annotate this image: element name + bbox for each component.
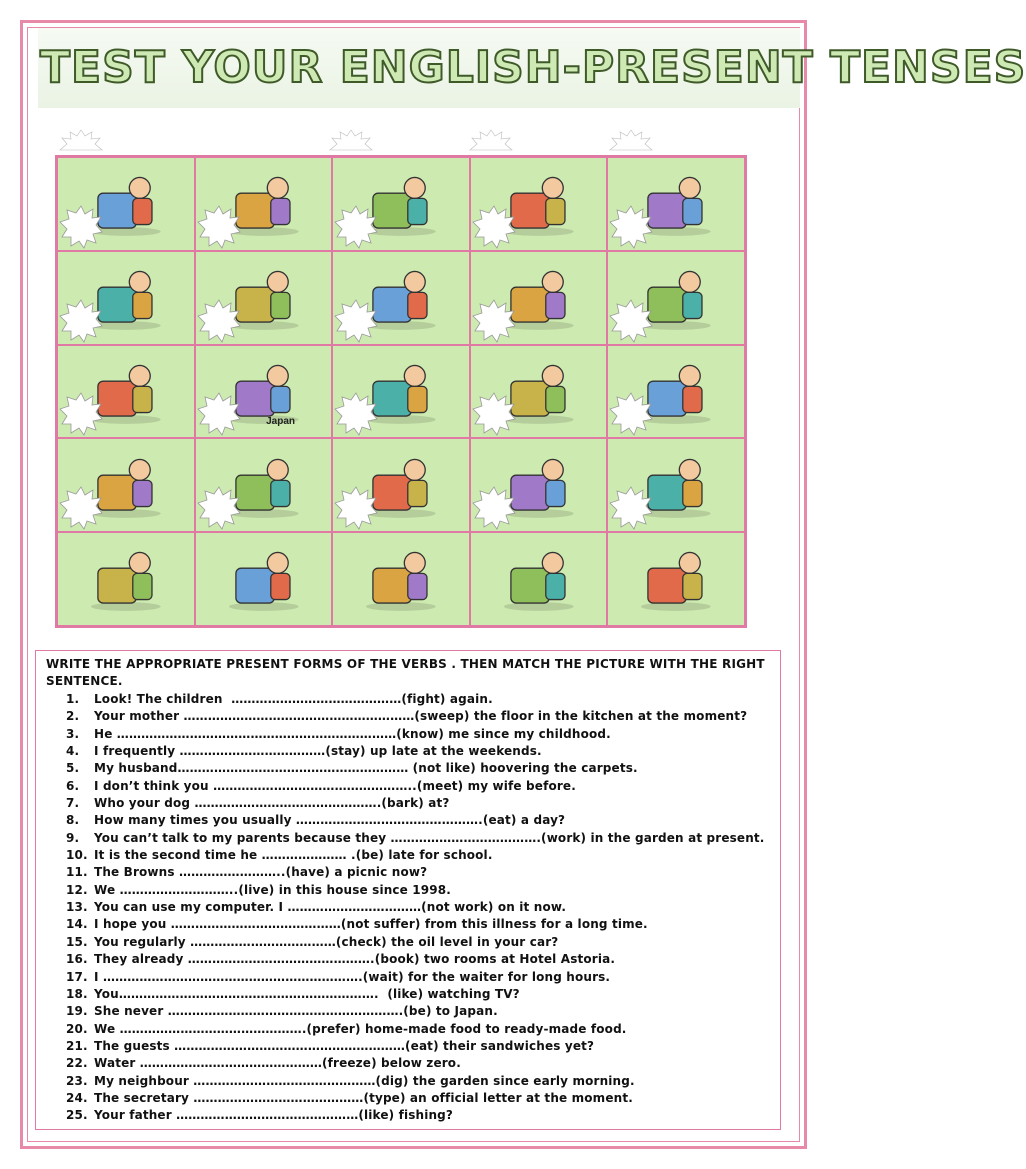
starburst-icon [473, 487, 515, 529]
picture-cell [195, 157, 333, 251]
starburst-icon [610, 206, 652, 248]
item-number: 11. [66, 865, 88, 880]
exercise-item [66, 864, 765, 881]
exercise-item [66, 812, 765, 829]
item-number: 15. [66, 934, 88, 949]
friends-eating-icon [490, 542, 588, 612]
item-number: 24. [66, 1090, 88, 1105]
exercise-item [66, 1055, 765, 1072]
starburst-icon [198, 300, 240, 342]
item-text: My husband………………………………………………… (not like) hoovering the carpets. [94, 761, 638, 776]
picture-cell [607, 438, 745, 532]
item-number: 4. [66, 744, 80, 759]
starburst-icon [470, 130, 512, 158]
item-text: Who your dog ……………………………………….(bark) at? [94, 796, 450, 811]
exercise-item [66, 986, 765, 1003]
picture-cell [470, 157, 608, 251]
item-text: My neighbour ………………………………………(dig) the garden since early morning. [94, 1073, 635, 1088]
computer-globe-icon [352, 542, 450, 612]
picture-cell [607, 532, 745, 626]
exercise-list [66, 691, 765, 1125]
picture-cell [607, 157, 745, 251]
starburst-icon [473, 393, 515, 435]
exercise-item [66, 1073, 765, 1090]
item-text: You regularly ………………………………(check) the oil level in your car? [94, 934, 559, 949]
item-number: 5. [66, 761, 80, 776]
item-number: 7. [66, 796, 80, 811]
item-number: 8. [66, 813, 80, 828]
item-text: Your mother …………………………………………………(sweep) the floor in the kitchen at the moment? [94, 709, 748, 724]
starburst-icon [60, 487, 102, 529]
item-number: 23. [66, 1073, 88, 1088]
starburst-icon [335, 300, 377, 342]
page-title: TEST YOUR ENGLISH-PRESENT TENSES [40, 42, 1026, 93]
starburst-icon [335, 393, 377, 435]
starburst-icon [60, 393, 102, 435]
item-text: I hope you ……………………………………(not suffer) from this illness for a long time. [94, 917, 648, 932]
item-number: 19. [66, 1004, 88, 1019]
exercise-item [66, 951, 765, 968]
picture-cell [470, 438, 608, 532]
item-number: 21. [66, 1038, 88, 1053]
picture-cell [332, 345, 470, 439]
item-text: We ……………………………………….(prefer) home-made food to ready-made food. [94, 1021, 627, 1036]
item-text: The Browns ……………………..(have) a picnic now? [94, 865, 428, 880]
item-text: He ……………………………………………………………(know) me since my childhood. [94, 726, 611, 741]
exercise-item [66, 830, 765, 847]
exercise-item [66, 760, 765, 777]
picture-cell [332, 157, 470, 251]
item-text: She never ………………………………………………….(be) to Japan. [94, 1004, 498, 1019]
picture-cell [332, 532, 470, 626]
starburst-icon [335, 487, 377, 529]
house-icon [77, 542, 175, 612]
exercise-item [66, 726, 765, 743]
exercise-item [66, 708, 765, 725]
picture-cell [57, 251, 195, 345]
item-number: 20. [66, 1021, 88, 1036]
starburst-icon [198, 393, 240, 435]
picture-cell [57, 157, 195, 251]
item-text: The guests …………………………………………………(eat) their sandwiches yet? [94, 1038, 595, 1053]
item-text: I ……………………………………………………….(wait) for the waiter for long hours. [94, 969, 611, 984]
item-text: Look! The children ……………………………………(fight) again. [94, 692, 493, 706]
exercise-item [66, 934, 765, 951]
starburst-icon [473, 206, 515, 248]
item-text: Your father ………………………………………(like) fishing? [94, 1108, 453, 1123]
picture-cell [195, 345, 333, 439]
item-number: 14. [66, 917, 88, 932]
item-text: The secretary ……………………………………(type) an official letter at the moment. [94, 1090, 633, 1105]
starburst-icon [473, 300, 515, 342]
item-text: They already ……………………………………….(book) two rooms at Hotel Astoria. [94, 952, 616, 967]
waiter-icon [215, 542, 313, 612]
exercise-item [66, 1090, 765, 1107]
exercise-item [66, 795, 765, 812]
picture-cell [470, 251, 608, 345]
instructions: WRITE THE APPROPRIATE PRESENT FORMS OF THE VERBS . THEN MATCH THE PICTURE WITH THE RIGHT SENTENCE. [46, 657, 765, 688]
exercise-item [66, 969, 765, 986]
starburst-icon [60, 206, 102, 248]
picture-cell [607, 345, 745, 439]
man-with-sandwich-icon [627, 542, 725, 612]
picture-cell [195, 251, 333, 345]
item-number: 18. [66, 986, 88, 1001]
picture-cell [470, 345, 608, 439]
item-text: I don’t think you …………………………………………..(meet) my wife before. [94, 778, 576, 793]
item-text: It is the second time he ………………… .(be) late for school. [94, 848, 493, 863]
picture-cell [332, 438, 470, 532]
starburst-icon [198, 206, 240, 248]
item-number: 16. [66, 952, 88, 967]
item-number: 2. [66, 709, 80, 724]
starburst-icon [610, 487, 652, 529]
starburst-icon [610, 393, 652, 435]
starburst-icon [610, 130, 652, 158]
picture-cell [57, 532, 195, 626]
item-text: I frequently ………………………………(stay) up late at the weekends. [94, 744, 542, 759]
exercise-item [66, 916, 765, 933]
item-number: 25. [66, 1108, 88, 1123]
starburst-icon [198, 487, 240, 529]
item-text: Water ………………………………………(freeze) below zero. [94, 1056, 461, 1071]
starburst-icon [60, 130, 102, 158]
starburst-icon [60, 300, 102, 342]
picture-cell [57, 438, 195, 532]
item-number: 17. [66, 969, 88, 984]
japan-label: Japan [266, 416, 295, 428]
item-number: 22. [66, 1056, 88, 1071]
picture-cell [57, 345, 195, 439]
picture-cell [195, 438, 333, 532]
starburst-icon [330, 130, 372, 158]
exercise-item [66, 1107, 765, 1124]
exercise-item [66, 882, 765, 899]
starburst-icon [335, 206, 377, 248]
item-text: You can’t talk to my parents because they ……………………………….(work) in the garden at present. [94, 830, 765, 845]
item-number: 1. [66, 692, 80, 706]
item-number: 3. [66, 726, 80, 741]
picture-cell [332, 251, 470, 345]
item-text: We ………………………..(live) in this house since 1998. [94, 882, 451, 897]
starburst-icon [610, 300, 652, 342]
exercise-item [66, 847, 765, 864]
item-number: 9. [66, 830, 80, 845]
exercise-item [66, 899, 765, 916]
exercise-item [66, 743, 765, 760]
exercise-item [66, 1003, 765, 1020]
exercise-item [66, 1038, 765, 1055]
exercise-item [66, 778, 765, 795]
item-number: 13. [66, 900, 88, 915]
picture-cell [470, 532, 608, 626]
item-text: You can use my computer. I ……………………………(not work) on it now. [94, 900, 567, 915]
item-number: 10. [66, 848, 88, 863]
exercise-item [66, 691, 765, 708]
item-number: 6. [66, 778, 80, 793]
picture-grid [55, 155, 747, 628]
picture-cell [607, 251, 745, 345]
picture-cell [195, 532, 333, 626]
item-number: 12. [66, 882, 88, 897]
item-text: How many times you usually ……………………………………….(eat) a day? [94, 813, 566, 828]
exercise-item [66, 1021, 765, 1038]
item-text: You………………………………………………………. (like) watching TV? [94, 986, 520, 1001]
